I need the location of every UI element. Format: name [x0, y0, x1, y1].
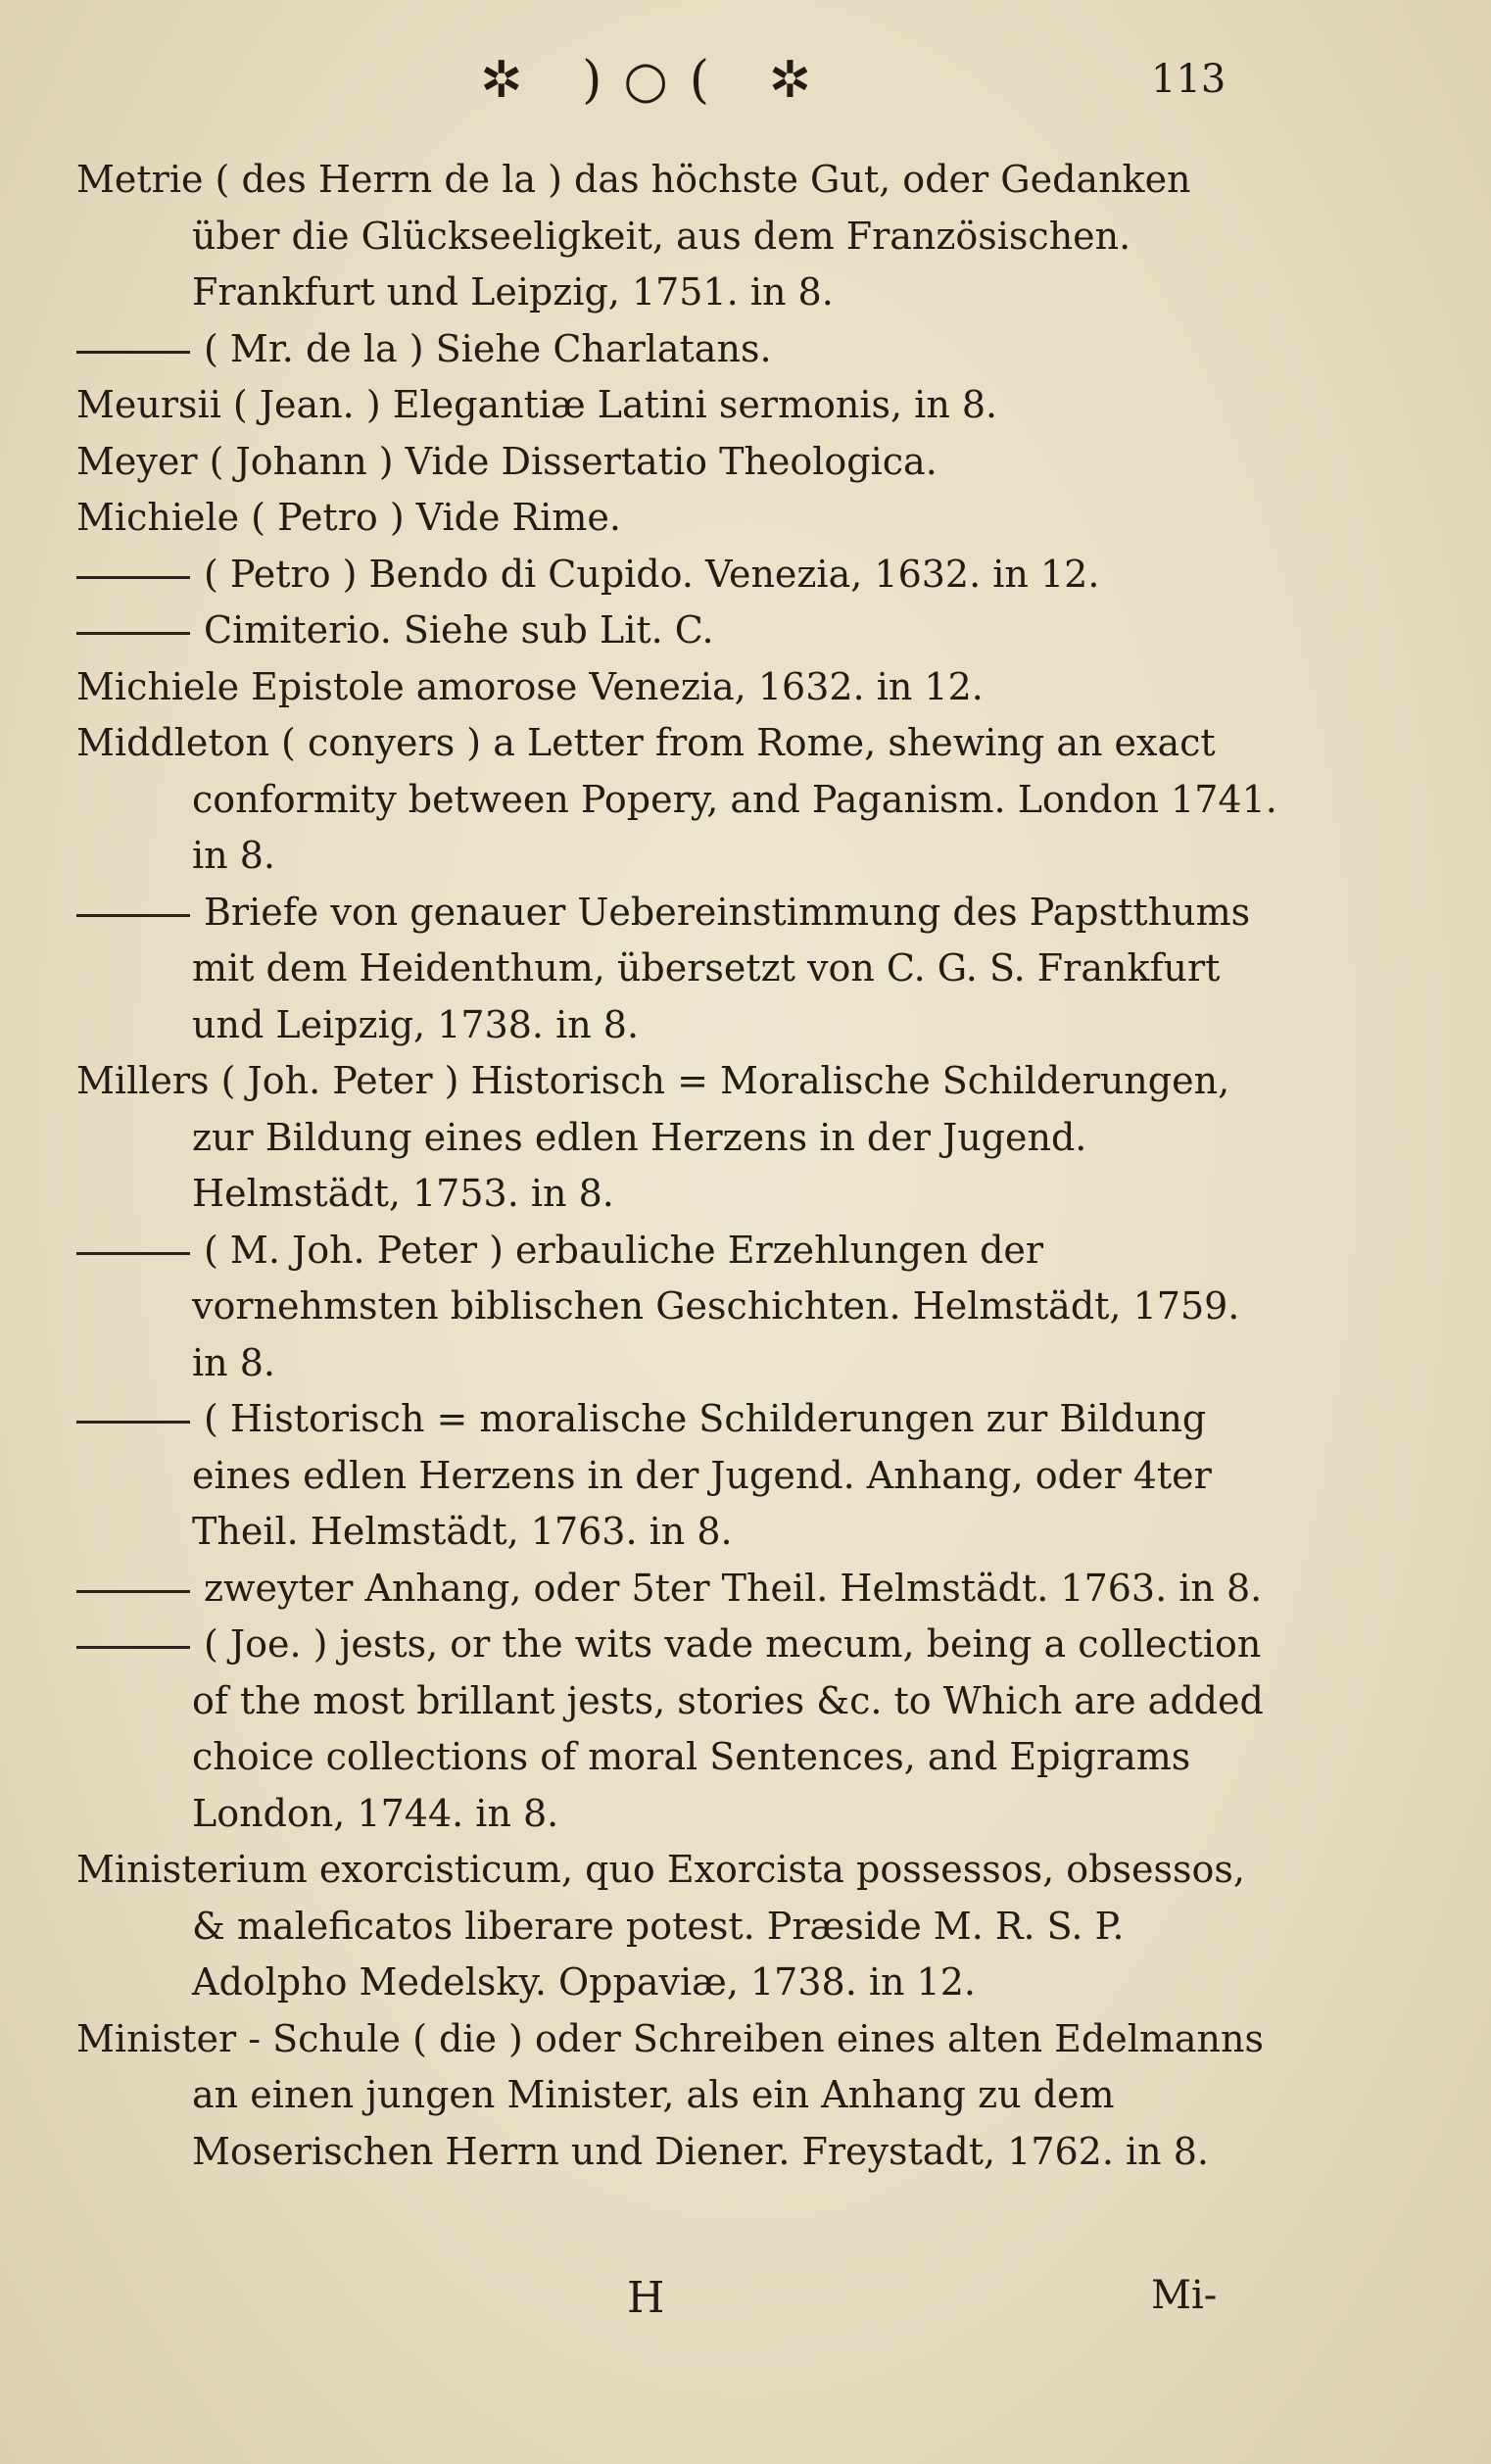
running-header [0, 51, 1491, 120]
entry-rule [76, 914, 190, 917]
entry-miller-jests: ( Joe. ) jests, or the wits vade mecum, being a collection of the most brillant jests, stories &c. to Which are added choice collections of moral Sentences, and Epigrams London, 1744. in 8. [76, 1617, 1281, 1842]
entry-metrie-mr: ( Mr. de la ) Siehe Charlatans. [76, 321, 1281, 378]
entry-ministerium: Ministerium exorcisticum, quo Exorcista possessos, obsessos, & maleficatos liberare potest. Præside M. R. S. P. Adolpho Medelsky. Oppaviæ, 1738. in 12. [76, 1848, 1245, 2004]
entry-meursii: Meursii ( Jean. ) Elegantiæ Latini sermonis, in 8. [76, 383, 998, 426]
entry-rule [76, 1590, 190, 1593]
entry-millers-erzehlungen: ( M. Joh. Peter ) erbauliche Erzehlungen der vornehmsten biblischen Geschichten. Helmstädt, 1759. in 8. [76, 1223, 1281, 1392]
entry-metrie-des-herrn: Metrie ( des Herrn de la ) das höchste Gut, oder Gedanken über die Glückseeligkeit, aus dem Französischen. Frankfurt und Leipzig, 1751. in 8. [76, 158, 1191, 314]
entry-middleton-letter: Middleton ( conyers ) a Letter from Rome, shewing an exact conformity between Popery, and Paganism. London 1741. in 8. [76, 721, 1277, 877]
catchword: Mi- [1151, 2273, 1218, 2318]
entry-michiele-cupido: ( Petro ) Bendo di Cupido. Venezia, 1632. in 12. [76, 547, 1281, 604]
entry-minister-schule: Minister - Schule ( die ) oder Schreiben eines alten Edelmanns an einen jungen Minister, als ein Anhang zu dem Moserischen Herrn und Diener. Freystadt, 1762. in 8. [76, 2016, 1264, 2173]
entry-meyer: Meyer ( Johann ) Vide Dissertatio Theologica. [76, 439, 938, 483]
catalog-entries [76, 152, 1281, 2180]
entry-rule [76, 351, 190, 354]
entry-millers-anhang-4: ( Historisch = moralische Schilderungen zur Bildung eines edlen Herzens in der Jugend. Anhang, oder 4ter Theil. Helmstädt, 1763. in 8. [76, 1391, 1281, 1561]
signature-mark: H [627, 2273, 665, 2323]
entry-rule [76, 1646, 190, 1649]
entry-millers-schilderungen: Millers ( Joh. Peter ) Historisch = Moralische Schilderungen, zur Bildung eines edlen Herzens in der Jugend. Helmstädt, 1753. in 8. [76, 1059, 1230, 1215]
entry-millers-anhang-5: zweyter Anhang, oder 5ter Theil. Helmstädt. 1763. in 8. [76, 1561, 1281, 1618]
entry-rule [76, 576, 190, 579]
page-number: 113 [1151, 57, 1226, 102]
entry-middleton-briefe: Briefe von genauer Uebereinstimmung des Papstthums mit dem Heidenthum, übersetzt von C. G. S. Frankfurt und Leipzig, 1738. in 8. [76, 885, 1281, 1054]
header-ornament: ✲ )○( ✲ [480, 51, 834, 110]
entry-rule [76, 1421, 190, 1424]
entry-rule [76, 632, 190, 635]
page-footer [0, 2273, 1491, 2342]
entry-michiele-epistole: Michiele Epistole amorose Venezia, 1632. in 12. [76, 664, 984, 708]
entry-michiele-cimiterio: Cimiterio. Siehe sub Lit. C. [76, 603, 1281, 659]
entry-rule [76, 1252, 190, 1255]
entry-michiele-rime: Michiele ( Petro ) Vide Rime. [76, 496, 621, 539]
